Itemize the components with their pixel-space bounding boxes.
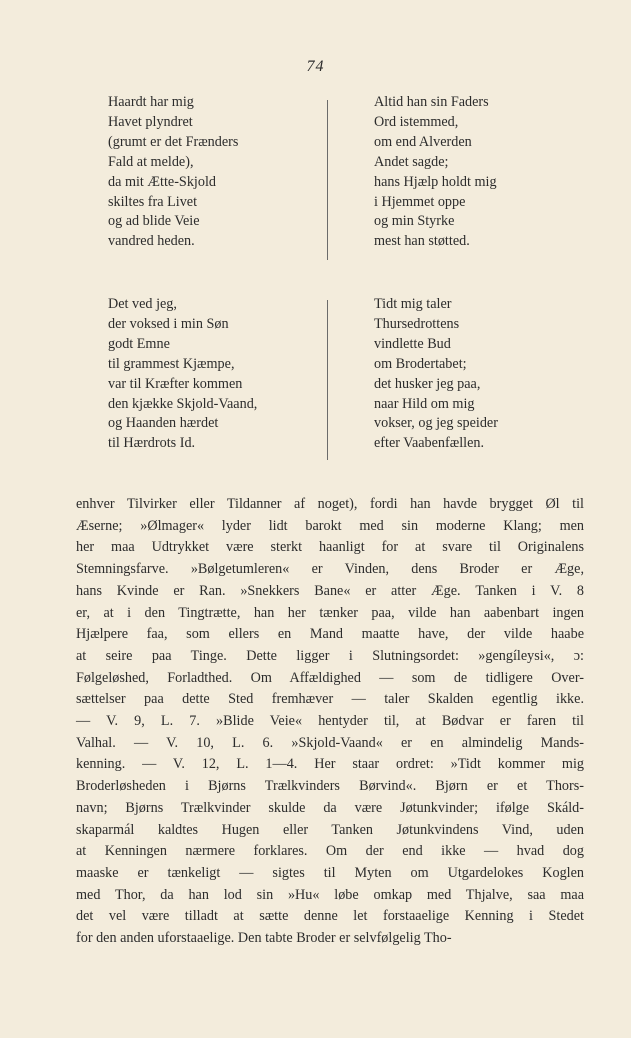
verse-line: (grumt er det Frænders [108,133,239,150]
prose-line: at seire paa Tinge. Dette ligger i Slutningsordet: »gengíleysi«, ɔ: [76,647,584,664]
verse-line: og Haanden hærdet [108,415,219,432]
poem-stanza-left-2 [108,295,257,454]
prose-line: for den anden uforstaaelige. Den tabte Broder er selvfølgelig Tho- [76,930,452,947]
verse-line: Haardt har mig [108,94,194,110]
verse-line: vokser, og jeg speider [374,415,498,432]
verse-line: mest han støtted. [374,233,470,250]
verse-line: om Brodertabet; [374,355,467,372]
verse-line: til grammest Kjæmpe, [108,355,235,372]
prose-line: at Kenningen nærmere forklares. Om der end ikke — hvad dog [76,843,584,860]
verse-line: godt Emne [108,335,170,352]
verse-line: om end Alverden [374,133,472,150]
verse-line: til Hærdrots Id. [108,435,196,452]
verse-line: Havet plyndret [108,113,193,130]
verse-line: Ord istemmed, [374,113,459,130]
verse-line: og min Styrke [374,213,455,230]
verse-line: Tidt mig taler [374,296,452,312]
verse-line: var til Kræfter kommen [108,375,243,392]
page-number: 74 [306,58,325,75]
verse-line: der voksed i min Søn [108,315,229,332]
verse-line: Altid han sin Faders [374,94,489,110]
verse-line: naar Hild om mig [374,395,475,412]
commentary-paragraph [76,494,584,950]
poem-stanza-right-2 [374,295,498,454]
verse-line: vandred heden. [108,233,195,250]
prose-line: kenning. — V. 12, L. 1—4. Her staar ordret: »Tidt kommer mig [76,756,584,773]
prose-line: Stemningsfarve. »Bølgetumleren« er Vinden, dens Broder er Ægе, [76,561,584,578]
prose-line: Hjælpere faa, som ellers en Mand maatte have, der vilde haabe [76,626,584,643]
prose-line: maaske er tænkeligt — sigtes til Myten om Utgardelokes Koglen [76,864,584,881]
verse-line: Andet sagde; [374,153,449,170]
prose-line: Valhal. — V. 10, L. 6. »Skjold-Vaand« er en almindelig Mands- [76,734,584,751]
prose-line: Broderløsheden i Bjørns Trælkvinders Børvind«. Bjørn er et Thors- [76,778,584,795]
verse-line: det husker jeg paa, [374,375,481,392]
prose-line: med Thor, da han lod sin »Hu« løbe omkap med Thjalve, saa maa [76,886,584,903]
verse-line: Thursedrottens [374,315,460,332]
verse-line: hans Hjælp holdt mig [374,173,497,190]
prose-line: — V. 9, L. 7. »Blide Veie« hentyder til, at Bødvar er faren til [76,713,584,730]
prose-line: sættelser paa dette Sted fremhæver — taler Skalden egentlig ikke. [76,691,584,708]
prose-line: skaparmál kaldtes Hugen eller Tanken Jøtunkvindens Vind, uden [76,821,584,838]
prose-line: er, at i den Tingtrætte, han her tænker paa, vilde han aabenbart ingen [76,604,584,621]
verse-line: skiltes fra Livet [108,193,198,210]
column-divider [327,100,328,260]
prose-line: navn; Bjørns Trælkvinder skulde da være Jøtunkvinder; ifølge Skáld- [76,799,584,816]
poem-stanza-left-1 [108,93,238,252]
verse-line: og ad blide Veie [108,213,200,230]
verse-line: den kjække Skjold-Vaand, [108,395,258,412]
prose-line: hans Kvinde er Ran. »Snekkers Bane« er atter Ægе. Tanken i V. 8 [76,582,584,599]
verse-line: i Hjemmet oppe [374,193,466,210]
verse-line: Fald at melde), [108,153,194,170]
verse-line: vindlette Bud [374,335,451,352]
verse-line: efter Vaabenfællen. [374,435,485,452]
prose-line: det vel være tilladt at sætte denne let forstaaelige Kenning i Stedet [76,908,584,925]
prose-line: Følgeløshed, Forladthed. Om Affældighed — som de tidligere Over- [76,669,584,686]
verse-line: Det ved jeg, [108,296,177,312]
prose-line: her maa Udtrykket være sterkt haanligt for at svare til Originalens [76,539,584,556]
poem-stanza-right-1 [374,93,497,252]
prose-line: Æserne; »Ølmager« lyder lidt barokt med sin moderne Klang; men [76,517,584,534]
prose-line: enhver Tilvirker eller Tildanner af noget), fordi han havde brygget Øl til [76,496,584,512]
verse-line: da mit Ætte-Skjold [108,173,216,190]
column-divider [327,300,328,460]
